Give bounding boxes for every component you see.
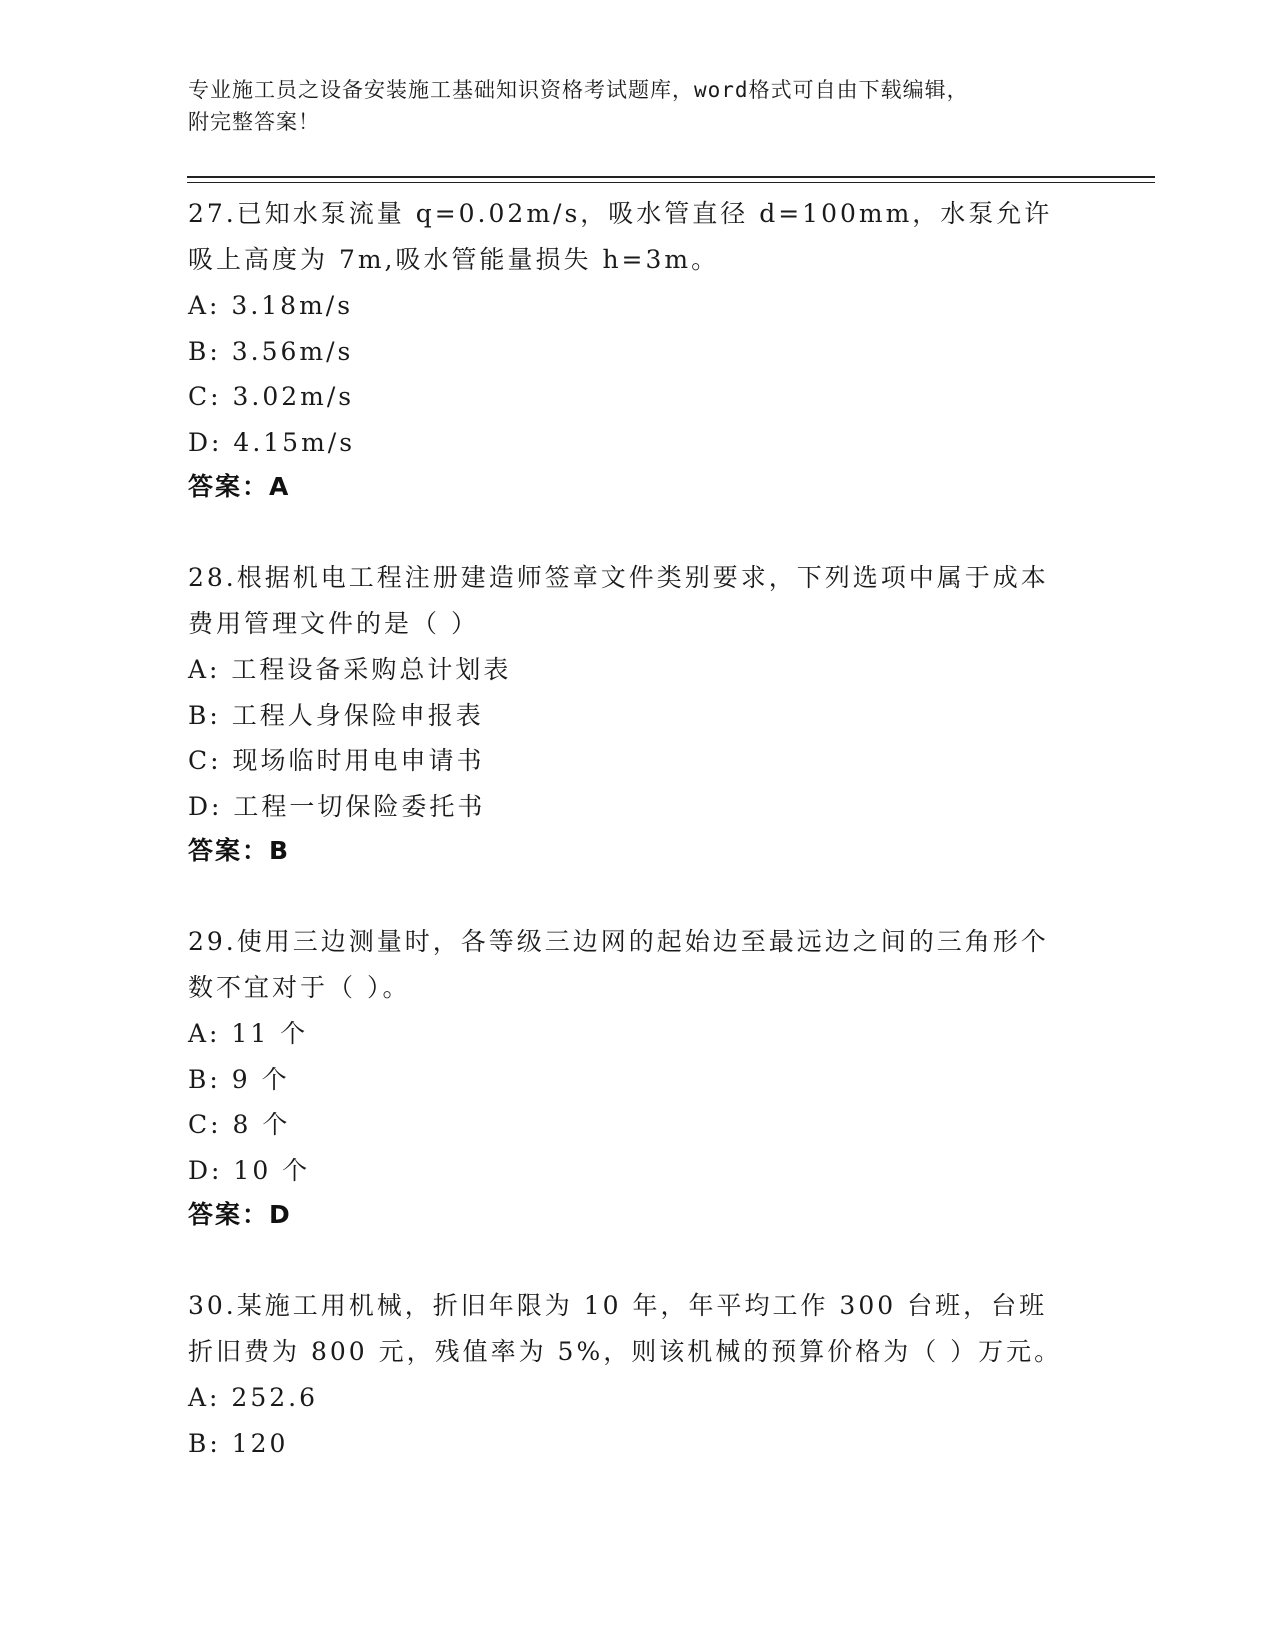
question-28 bbox=[188, 555, 1088, 873]
answer-line bbox=[188, 465, 1088, 509]
option-b: B: 工程人身保险申报表 bbox=[188, 700, 484, 730]
answer-label: 答案： bbox=[188, 1200, 270, 1229]
answer-value: B bbox=[269, 836, 291, 865]
question-text: 30.某施工用机械，折旧年限为 10 年，年平均工作 300 台班，台班折旧费为 800 元，残值率为 5%，则该机械的预算价格为（ ）万元。 bbox=[188, 1291, 1063, 1366]
answer-value: A bbox=[269, 472, 291, 501]
answer-value: D bbox=[269, 1200, 292, 1229]
option-d: D: 4.15m/s bbox=[188, 427, 356, 457]
document-header bbox=[188, 74, 1088, 138]
question-30 bbox=[188, 1283, 1088, 1466]
answer-line bbox=[188, 1193, 1088, 1237]
question-27 bbox=[188, 191, 1088, 509]
answer-line bbox=[188, 829, 1088, 873]
option-b: B: 9 个 bbox=[188, 1064, 290, 1094]
header-divider-thick bbox=[187, 176, 1155, 178]
option-a: A: 3.18m/s bbox=[188, 291, 354, 320]
question-text: 29.使用三边测量时，各等级三边网的起始边至最远边之间的三角形个数不宜对于（ ）。 bbox=[188, 927, 1049, 1002]
answer-label: 答案： bbox=[188, 472, 270, 501]
question-text: 27.已知水泵流量 q=0.02m/s，吸水管直径 d=100mm，水泵允许吸上高度为 7m,吸水管能量损失 h=3m。 bbox=[188, 199, 1053, 274]
answer-label: 答案： bbox=[188, 836, 270, 865]
option-b: B: 120 bbox=[188, 1428, 289, 1458]
question-text: 28.根据机电工程注册建造师签章文件类别要求，下列选项中属于成本费用管理文件的是（ ） bbox=[188, 563, 1049, 638]
header-divider-thin bbox=[187, 182, 1155, 183]
option-a: A: 252.6 bbox=[188, 1383, 318, 1412]
option-c: C: 3.02m/s bbox=[188, 382, 355, 411]
question-29 bbox=[188, 919, 1088, 1237]
option-a: A: 11 个 bbox=[188, 1019, 309, 1048]
header-line-2: 附完整答案！ bbox=[188, 110, 320, 134]
option-d: D: 工程一切保险委托书 bbox=[188, 791, 486, 821]
header-line-1: 专业施工员之设备安装施工基础知识资格考试题库，word格式可自由下载编辑， bbox=[188, 78, 969, 102]
question-list bbox=[188, 191, 1088, 1512]
option-c: C: 8 个 bbox=[188, 1110, 291, 1139]
option-a: A: 工程设备采购总计划表 bbox=[188, 655, 512, 684]
option-c: C: 现场临时用电申请书 bbox=[188, 746, 485, 775]
option-d: D: 10 个 bbox=[188, 1155, 311, 1185]
option-b: B: 3.56m/s bbox=[188, 336, 354, 366]
